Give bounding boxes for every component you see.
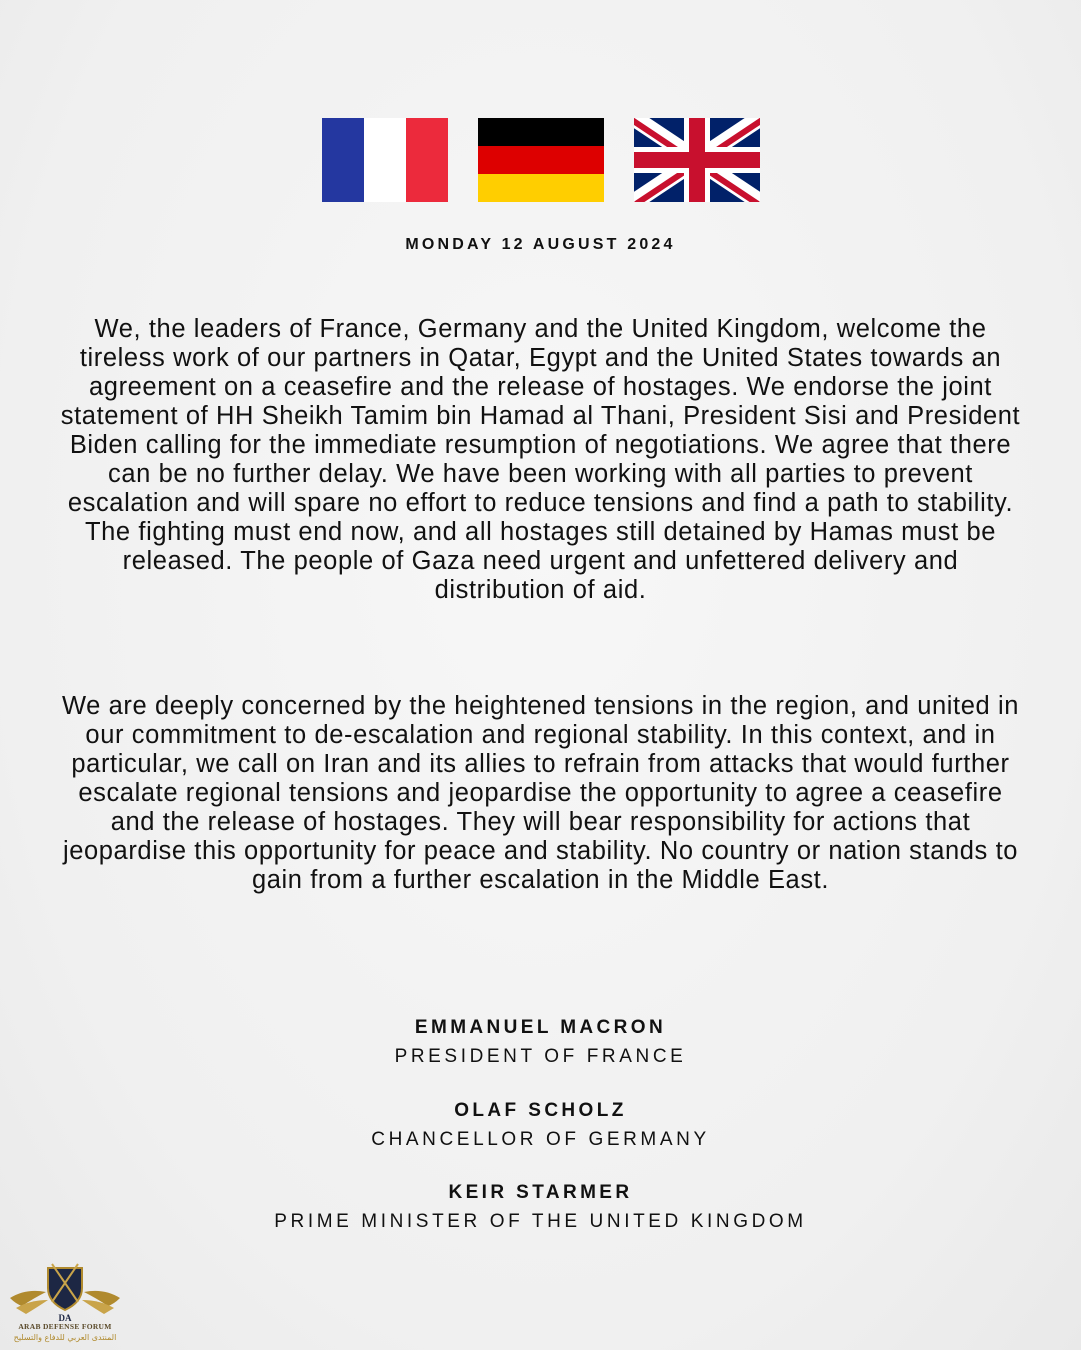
- signatory-name: OLAF SCHOLZ: [454, 1100, 627, 1121]
- svg-text:DA: DA: [58, 1313, 72, 1323]
- signatory-macron: [0, 1016, 1081, 1069]
- statement-paragraph-1: We, the leaders of France, Germany and the United Kingdom, welcome the tireless work of our partners in Qatar, Egypt and the United States towards an agreement on a ceasefire and the release of hostages. We endorse the joint statement of HH Sheikh Tamim bin Hamad al Thani, President Sisi and President Biden calling for the immediate resumption of negotiations. We agree that there can be no further delay. We have been working with all parties to prevent escalation and will spare no effort to reduce tensions and find a path to stability. The fighting must end now, and all hostages still detained by Hamas must be released. The people of Gaza need urgent and unfettered delivery and distribution of aid.: [60, 315, 1021, 604]
- uk-flag-icon: [634, 118, 760, 202]
- france-flag-icon: [322, 118, 448, 202]
- watermark-name-ar: المنتدى العربي للدفاع والتسليح: [13, 1333, 117, 1342]
- germany-flag-icon: [478, 118, 604, 202]
- signatory-name: EMMANUEL MACRON: [414, 1017, 667, 1038]
- flags-row: [0, 118, 1081, 202]
- statement-paragraph-2: We are deeply concerned by the heightened tensions in the region, and united in our commitment to de-escalation and regional stability. In this context, and in particular, we call on Iran and its allies to refrain from attacks that would further escalate regional tensions and jeopardise the opportunity to agree a ceasefire and the release of hostages. They will bear responsibility for actions that jeopardise this opportunity for peace and stability. No country or nation stands to gain from a further escalation in the Middle East.: [61, 692, 1020, 894]
- watermark-emblem-icon: [6, 1258, 124, 1324]
- signatory-title: PRIME MINISTER OF THE UNITED KINGDOM: [274, 1211, 807, 1232]
- statement-date: MONDAY 12 AUGUST 2024: [405, 236, 676, 253]
- signatory-title: CHANCELLOR OF GERMANY: [371, 1129, 710, 1150]
- watermark-name-en: ARAB DEFENSE FORUM: [18, 1322, 112, 1331]
- arab-defense-forum-logo-icon: [6, 1258, 124, 1348]
- signatory-scholz: [0, 1099, 1081, 1152]
- signatory-name: KEIR STARMER: [448, 1182, 633, 1203]
- signatory-starmer: [0, 1181, 1081, 1234]
- signatory-title: PRESIDENT OF FRANCE: [394, 1046, 687, 1067]
